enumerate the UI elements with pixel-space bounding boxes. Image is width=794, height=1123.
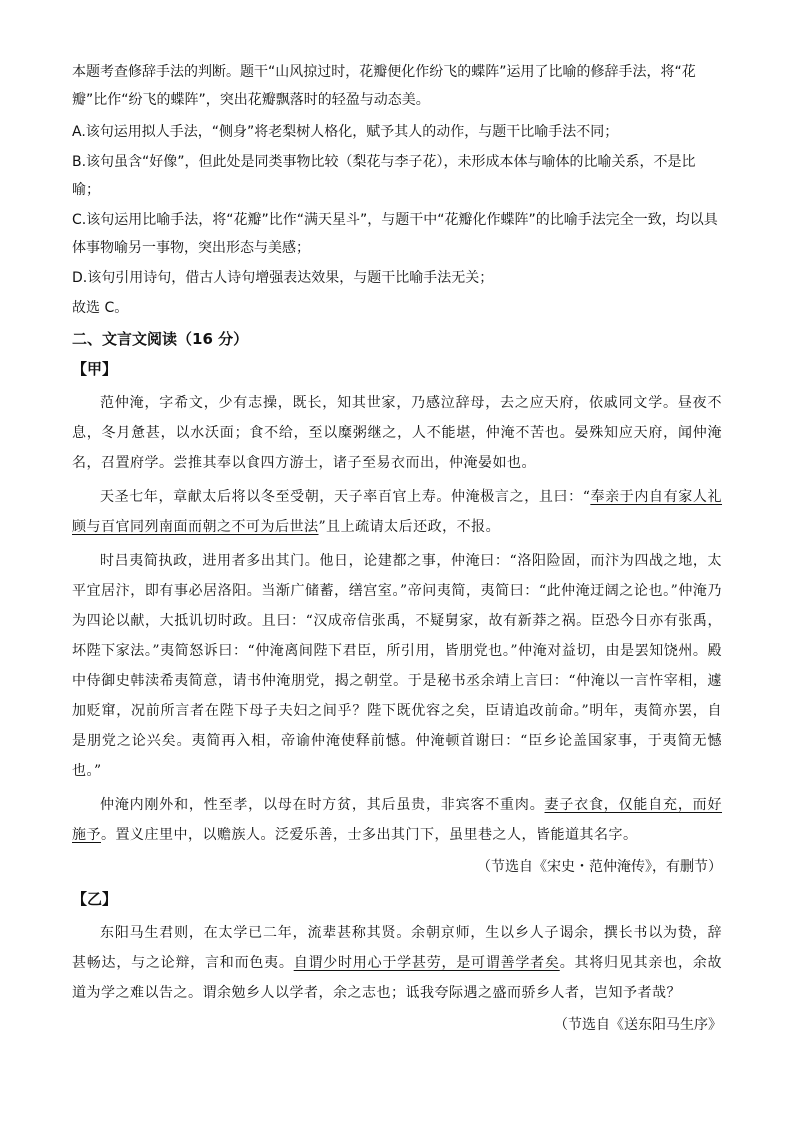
passage-jia-label: 【甲】 [72,360,118,378]
jia-paragraph-4 [72,790,722,850]
yi-source-note: （节选自《送东阳马生序》 [554,1017,722,1033]
option-c-analysis: C.该句运用比喻手法，将“花瓣”比作“满天星斗”，与题干中“花瓣化作蝶阵”的比喻手法完全一致，均以具体事物喻另一事物，突出形态与美感； [72,212,718,256]
option-a-analysis: A.该句运用拟人手法，“侧身”将老梨树人格化，赋予其人的动作，与题干比喻手法不同； [72,124,619,140]
option-b-analysis: B.该句虽含“好像”，但此处是同类事物比较（梨花与李子花），未形成本体与喻体的比喻关系，不是比喻； [72,154,696,198]
yi-paragraph-1 [72,918,722,1008]
jia-paragraph-3: 时吕夷简执政，进用者多出其门。他日，论建都之事，仲淹曰：“洛阳险固，而汴为四战之地，太平宜居汴，即有事必居洛阳。当渐广储蓄，缮宫室。”帝问夷简，夷简曰：“此仲淹迂阔之论也。”仲淹乃为四论以献，大抵讥切时政。且曰：“汉成帝信张禹，不疑舅家，故有新莽之祸。臣恐今日亦有张禹，坏陛下家法。”夷简怒诉曰：“仲淹离间陛下君臣，所引用，皆朋党也。”仲淹对益切，由是罢知饶州。殿中侍御史韩渎希夷简意，请书仲淹朋党，揭之朝堂。于是秘书丞余靖上言曰：“仲淹以一言忤宰相，遽加贬窜，况前所言者在陛下母子夫妇之间乎？陛下既优容之矣，臣请追改前命。”明年，夷简亦罢，自是朋党之论兴矣。夷简再入相，帝谕仲淹使释前憾。仲淹顿首谢曰：“臣乡论盖国家事，于夷简无憾也。” [72,553,722,779]
jia-p4-underlined-sentence: 妻子衣食，仅能自充，而好施予 [72,797,723,843]
yi-p1-underlined-sentence: 自谓少时用心于学甚劳，是可谓善学者矣 [293,955,560,971]
passage-yi-label: 【乙】 [72,890,118,908]
jia-source-note: （节选自《宋史・范仲淹传》，有删节） [477,859,722,875]
option-d-analysis: D.该句引用诗句，借古人诗句增强表达效果，与题干比喻手法无关； [72,270,494,286]
yi-p1-text-before: 东阳马生君则，在太学已二年，流辈甚称其贤。余朝京师，生以乡人子谒余，撰长书以为贽，辞甚畅达，与之论辩，言和而色夷。 [72,925,722,971]
analysis-paragraph: 本题考查修辞手法的判断。题干“山风掠过时，花瓣便化作纷飞的蝶阵”运用了比喻的修辞手法，将“花瓣”比作“纷飞的蝶阵”，突出花瓣飘落时的轻盈与动态美。 [72,64,696,108]
yi-p1-text-after: 。其将归见其亲也，余故道为学之难以告之。谓余勉乡人以学者，余之志也；诋我夸际遇之盛而骄乡人者，岂知予者哉？ [72,955,723,1001]
section-title: 二、文言文阅读（16 分） [72,330,249,348]
jia-p2-text-before: 天圣七年，章献太后将以冬至受朝，天子率百官上寿。仲淹极言之，且曰：“ [100,489,591,505]
jia-p4-text-after: 。置义庄里中，以赡族人。泛爱乐善，士多出其门下，虽里巷之人，皆能道其名字。 [101,827,638,843]
answer-line: 故选 C。 [72,300,129,316]
jia-paragraph-2 [72,482,722,542]
jia-p4-text-before: 仲淹内刚外和，性至孝，以母在时方贫，其后虽贵，非宾客不重肉。 [100,797,545,813]
jia-p2-underlined-sentence: 奉亲于内自有家人礼顾与百官同列南面而朝之不可为后世法 [72,489,723,535]
jia-paragraph-1: 范仲淹，字希文，少有志操，既长，知其世家，乃感泣辞母，去之应天府，依戚同文学。昼夜不息，冬月惫甚，以水沃面；食不给，至以糜粥继之，人不能堪，仲淹不苦也。晏殊知应天府，闻仲淹名，召置府学。尝推其奉以食四方游士，诸子至易衣而出，仲淹晏如也。 [72,395,722,471]
jia-p2-text-after: ”且上疏请太后还政，不报。 [318,519,501,535]
document-page [72,58,722,1044]
